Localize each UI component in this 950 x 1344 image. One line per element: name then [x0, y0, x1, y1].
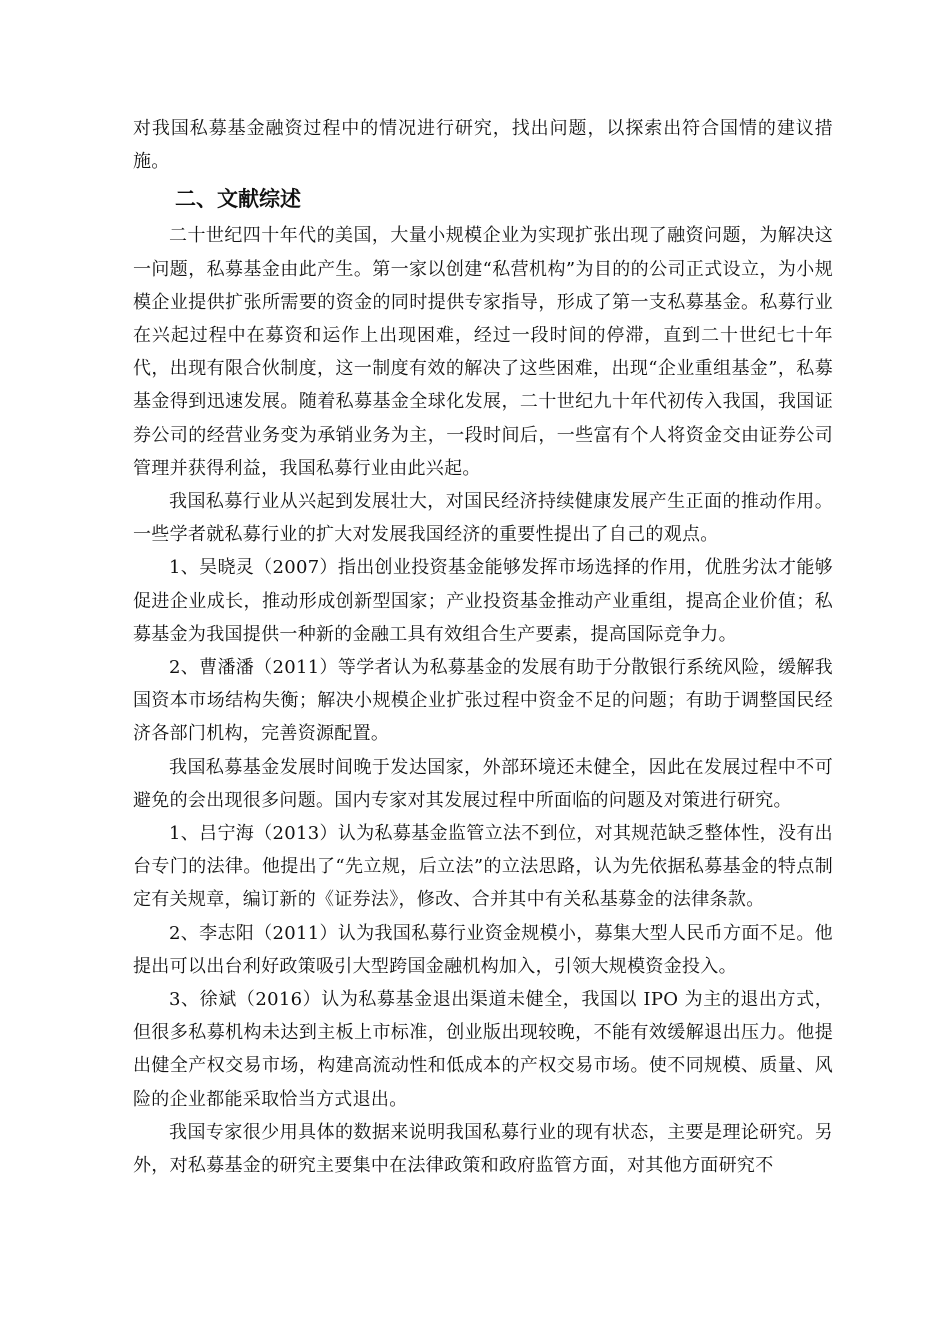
paragraph-importance: 我国私募行业从兴起到发展壮大，对国民经济持续健康发展产生正面的推动作用。一些学者就私募行业的扩大对发展我国经济的重要性提出了自己的观点。 — [133, 491, 833, 546]
paragraph-problems-intro: 我国私募基金发展时间晚于发达国家，外部环境还未健全，因此在发展过程中不可避免的会出现很多问题。国内专家对其发展过程中所面临的问题及对策进行研究。 — [133, 756, 833, 811]
paragraph-history: 二十世纪四十年代的美国，大量小规模企业为实现扩张出现了融资问题，为解决这一问题，私募基金由此产生。第一家以创建“私营机构”为目的的公司正式设立，为小规模企业提供扩张所需要的资金的同时提供专家指导，形成了第一支私募基金。私募行业在兴起过程中在募资和运作上出现困难，经过一段时间的停滞，直到二十世纪七十年代，出现有限合伙制度，这一制度有效的解决了这些困难，出现“企业重组基金”，私募基金得到迅速发展。随着私募基金全球化发展，二十世纪九十年代初传入我国，我国证券公司的经营业务变为承销业务为主，一段时间后，一些富有个人将资金交由证券公司管理并获得利益，我国私募行业由此兴起。 — [133, 225, 833, 479]
paragraph-lv-ninghai: 1、吕宁海（2013）认为私募基金监管立法不到位，对其规范缺乏整体性，没有出台专门的法律。他提出了“先立规，后立法”的立法思路，认为先依据私募基金的特点制定有关规章，编订新的《证券法》，修改、合并其中有关私基募金的法律条款。 — [133, 823, 833, 911]
paragraph-intro-continuation: 对我国私募基金融资过程中的情况进行研究，找出问题，以探索出符合国情的建议措施。 — [133, 118, 833, 173]
paragraph-cao-panpan: 2、曹潘潘（2011）等学者认为私募基金的发展有助于分散银行系统风险，缓解我国资本市场结构失衡；解决小规模企业扩张过程中资金不足的问题；有助于调整国民经济各部门机构，完善资源配置。 — [133, 657, 833, 745]
paragraph-li-zhiyang: 2、李志阳（2011）认为我国私募行业资金规模小，募集大型人民币方面不足。他提出可以出台利好政策吸引大型跨国金融机构加入，引领大规模资金投入。 — [133, 922, 833, 977]
paragraph-xu-bin: 3、徐斌（2016）认为私募基金退出渠道未健全，我国以 IPO 为主的退出方式，但很多私募机构未达到主板上市标准，创业版出现较晚，不能有效缓解退出压力。他提出健全产权交易市场，构建高流动性和低成本的产权交易市场。使不同规模、质量、风险的企业都能采取恰当方式退出。 — [133, 989, 833, 1110]
section-heading-literature-review: 二、文献综述 — [175, 187, 301, 212]
document-body — [133, 112, 833, 1182]
paragraph-wu-xiaoling: 1、吴晓灵（2007）指出创业投资基金能够发挥市场选择的作用，优胜劣汰才能够促进企业成长，推动形成创新型国家；产业投资基金推动产业重组，提高企业价值；私募基金为我国提供一种新的金融工具有效组合生产要素，提高国际竞争力。 — [133, 557, 833, 645]
paragraph-summary: 我国专家很少用具体的数据来说明我国私募行业的现有状态，主要是理论研究。另外，对私募基金的研究主要集中在法律政策和政府监管方面，对其他方面研究不 — [133, 1121, 833, 1177]
